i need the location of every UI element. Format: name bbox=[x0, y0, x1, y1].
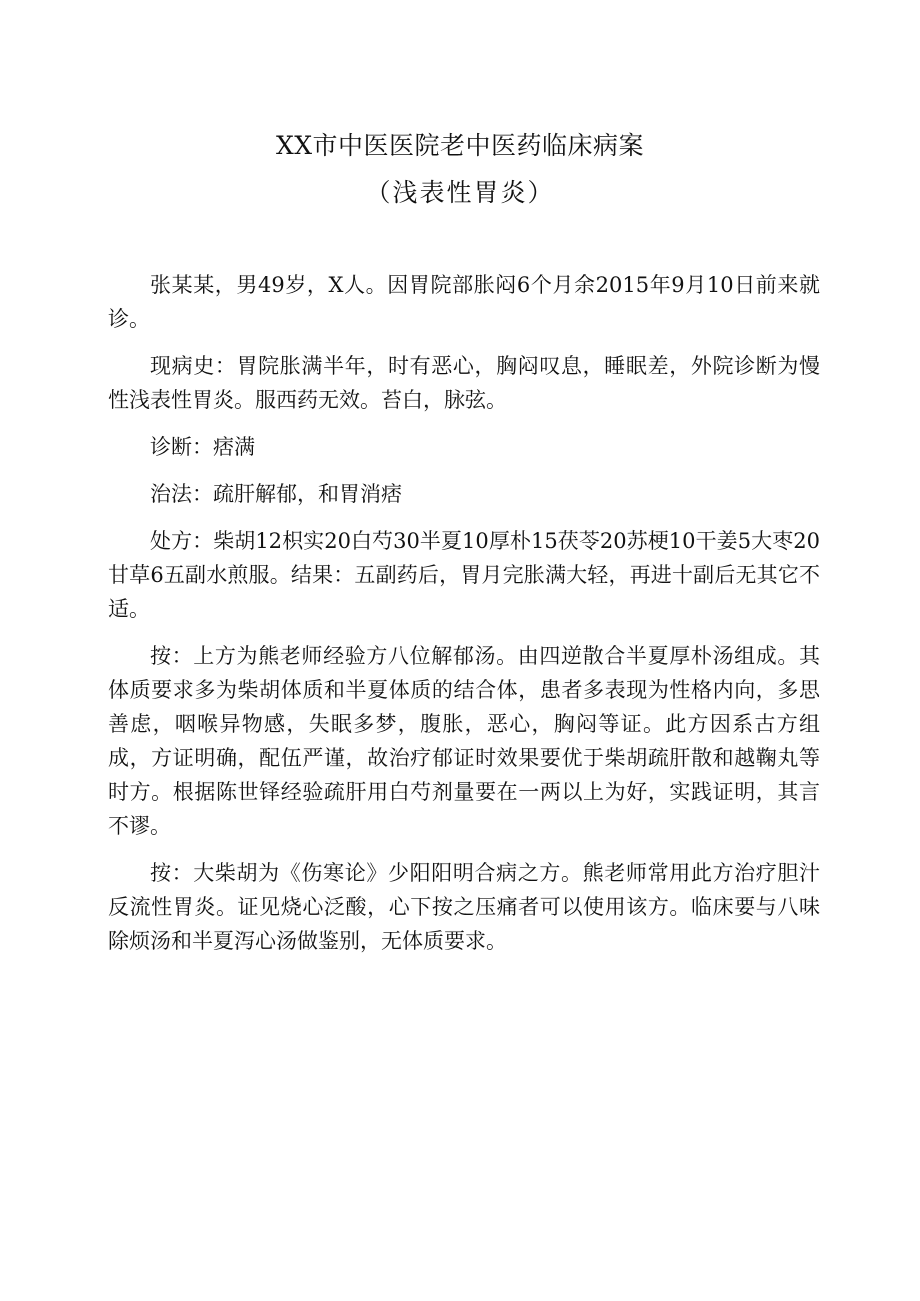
document-body bbox=[108, 268, 820, 971]
history-paragraph: 现病史：胃院胀满半年，时有恶心，胸闷叹息，睡眠差，外院诊断为慢性浅表性胃炎。服西药无效。苔白，脉弦。 bbox=[108, 354, 820, 412]
note-paragraph-1: 按：上方为熊老师经验方八位解郁汤。由四逆散合半夏厚朴汤组成。其体质要求多为柴胡体质和半夏体质的结合体，患者多表现为性格内向，多思善虑，咽喉异物感，失眠多梦，腹胀，恶心，胸闷等证。此方因系古方组成，方证明确，配伍严谨，故治疗郁证时效果要优于柴胡疏肝散和越鞠丸等时方。根据陈世铎经验疏肝用白芍剂量要在一两以上为好，实践证明，其言不谬。 bbox=[108, 644, 820, 838]
document-title: XX市中医医院老中医药临床病案 bbox=[275, 131, 645, 160]
diagnosis-paragraph: 诊断：痞满 bbox=[150, 435, 255, 459]
patient-info-paragraph: 张某某，男49岁，X人。因胃院部胀闷6个月余2015年9月10日前来就诊。 bbox=[108, 273, 820, 331]
treatment-paragraph: 治法：疏肝解郁，和胃消痞 bbox=[150, 482, 402, 506]
prescription-paragraph: 处方：柴胡12枳实20白芍30半夏10厚朴15茯苓20苏梗10干姜5大枣20甘草6五副水煎服。结果：五副药后，胃月完胀满大轻，再进十副后无其它不适。 bbox=[108, 529, 820, 621]
document-subtitle: （浅表性胃炎） bbox=[365, 178, 555, 207]
note-paragraph-2: 按：大柴胡为《伤寒论》少阳阳明合病之方。熊老师常用此方治疗胆汁反流性胃炎。证见烧心泛酸，心下按之压痛者可以使用该方。临床要与八味除烦汤和半夏泻心汤做鉴别，无体质要求。 bbox=[108, 861, 820, 953]
